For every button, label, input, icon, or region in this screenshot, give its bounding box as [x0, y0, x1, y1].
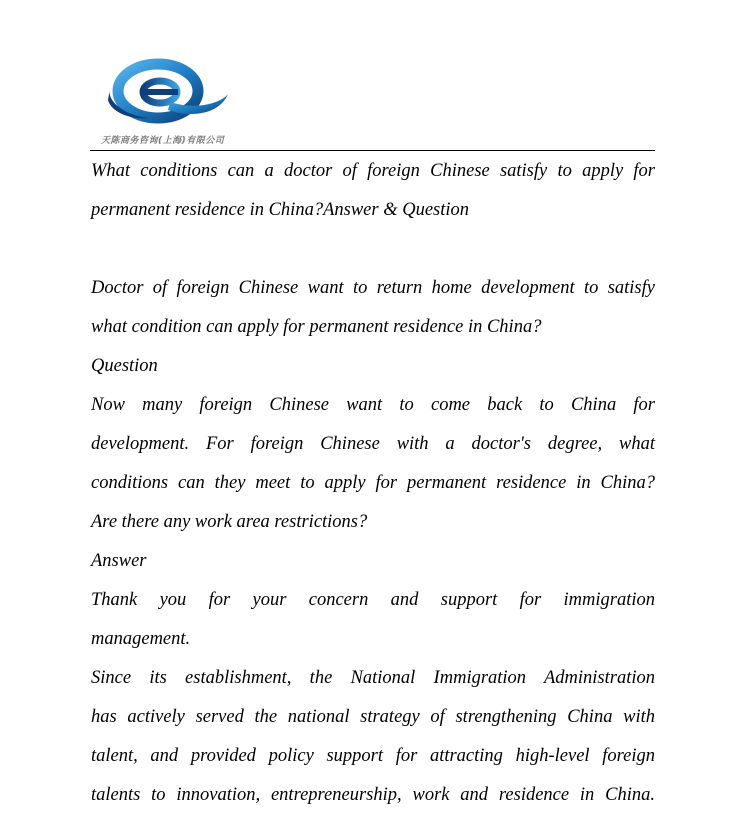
answer-line: Since its establishment, the National Immigration Administration [91, 668, 655, 688]
answer-line: has actively served the national strategy of strengthening China with [91, 707, 655, 727]
answer-label: Answer [91, 551, 147, 571]
blank-line [91, 230, 655, 269]
title-line: permanent residence in China?Answer & Question [91, 200, 470, 220]
header-divider [90, 150, 655, 151]
question-line: Now many foreign Chinese want to come back to China for [91, 395, 655, 415]
subtitle-line: what condition can apply for permanent residence in China? [91, 317, 542, 337]
title-line: What conditions can a doctor of foreign Chinese satisfy to apply for [91, 161, 655, 181]
page-header [0, 0, 744, 152]
answer-line: talent, and provided policy support for attracting high-level foreign [91, 746, 655, 766]
question-line: conditions can they meet to apply for permanent residence in China? [91, 473, 655, 493]
answer-line: Thank you for your concern and support for immigration [91, 590, 655, 610]
subtitle-line: Doctor of foreign Chinese want to return home development to satisfy [91, 278, 655, 298]
question-line: development. For foreign Chinese with a doctor's degree, what [91, 434, 655, 454]
answer-line: talents to innovation, entrepreneurship, work and residence in China. [91, 785, 655, 805]
document-body [91, 152, 655, 815]
answer-line: management. [91, 629, 191, 649]
company-name: 天陈商务咨询(上海)有限公司 [101, 136, 225, 146]
question-line: Are there any work area restrictions? [91, 512, 368, 532]
question-label: Question [91, 356, 158, 376]
